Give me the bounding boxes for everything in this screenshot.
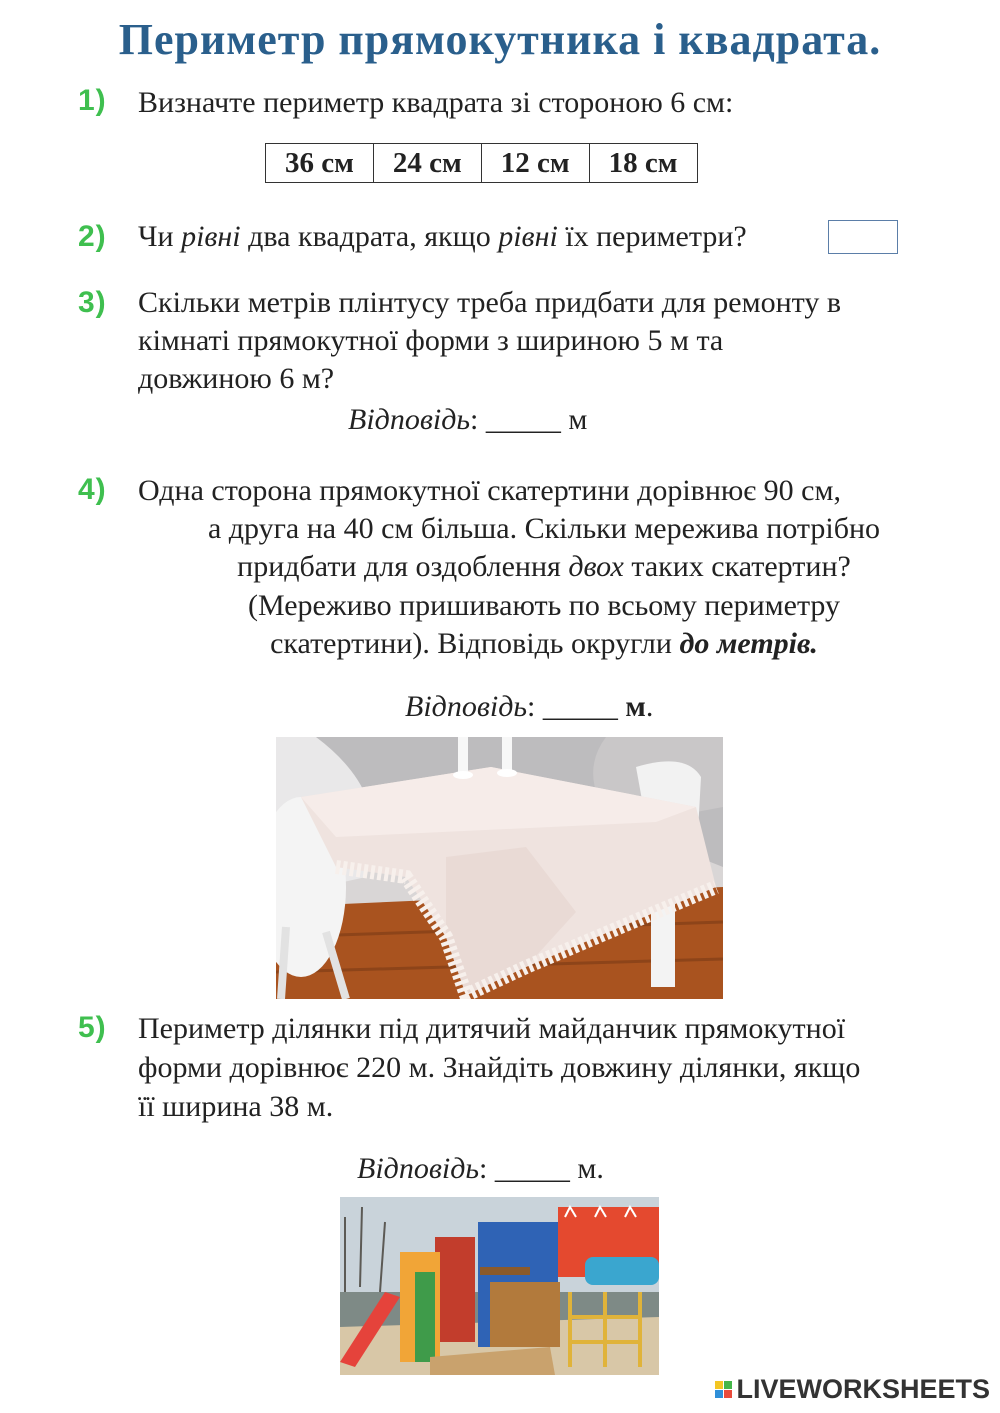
question-1-text: Визначте периметр квадрата зі стороною 6 см: bbox=[138, 86, 734, 119]
question-5-line-2: форми дорівнює 220 м. Знайдіть довжину ділянки, якщо bbox=[138, 1051, 861, 1084]
question-2-text: Чи рівні два квадрата, якщо рівні їх периметри? bbox=[138, 220, 747, 253]
question-4-number: 4) bbox=[78, 473, 107, 506]
option-18[interactable]: 18 см bbox=[589, 144, 697, 183]
question-5-line-1: Периметр ділянки під дитячий майданчик прямокутної bbox=[138, 1012, 846, 1045]
question-5-answer-blank[interactable]: : _____ bbox=[479, 1152, 578, 1185]
question-3-line-2: кімнаті прямокутної форми з шириною 5 м та bbox=[138, 324, 724, 357]
question-1-number: 1) bbox=[78, 84, 107, 117]
question-2-number: 2) bbox=[78, 220, 107, 253]
question-3-answer-blank[interactable]: : _____ bbox=[470, 403, 569, 436]
playground-photo bbox=[340, 1197, 659, 1375]
question-4-answer: Відповідь: _____ м. bbox=[405, 690, 654, 723]
liveworksheets-logo-text: LIVEWORKSHEETS bbox=[736, 1374, 990, 1404]
question-5-number: 5) bbox=[78, 1011, 107, 1044]
question-4-line-5: скатертини). Відповідь округли до метрів. bbox=[270, 627, 818, 660]
question-3-answer: Відповідь: _____ м bbox=[348, 403, 588, 436]
question-4-answer-blank[interactable]: : _____ bbox=[527, 690, 626, 723]
question-3-number: 3) bbox=[78, 286, 107, 319]
question-4-line-4: (Мереживо пришивають по всьому периметру bbox=[247, 589, 841, 622]
question-5-line-3: її ширина 38 м. bbox=[138, 1090, 334, 1123]
option-36[interactable]: 36 см bbox=[266, 144, 374, 183]
question-3-line-1: Скільки метрів плінтусу треба придбати для ремонту в bbox=[138, 286, 842, 319]
liveworksheets-logo[interactable] bbox=[715, 1374, 990, 1405]
question-5-answer: Відповідь: _____ м. bbox=[357, 1152, 604, 1185]
option-24[interactable]: 24 см bbox=[373, 144, 481, 183]
question-4-line-1: Одна сторона прямокутної скатертини дорівнює 90 см, bbox=[138, 474, 841, 507]
liveworksheets-logo-icon bbox=[715, 1381, 732, 1398]
page-title: Периметр прямокутника і квадрата. bbox=[118, 15, 882, 64]
question-2-answer-input[interactable] bbox=[828, 220, 898, 254]
question-1-options bbox=[265, 143, 698, 183]
option-12[interactable]: 12 см bbox=[481, 144, 589, 183]
tablecloth-photo bbox=[276, 737, 723, 999]
question-3-line-3: довжиною 6 м? bbox=[138, 362, 335, 395]
question-4-line-2: а друга на 40 см більша. Скільки мережива потрібно bbox=[207, 512, 881, 545]
question-4-line-3: придбати для оздоблення двох таких скатертин? bbox=[237, 550, 851, 583]
